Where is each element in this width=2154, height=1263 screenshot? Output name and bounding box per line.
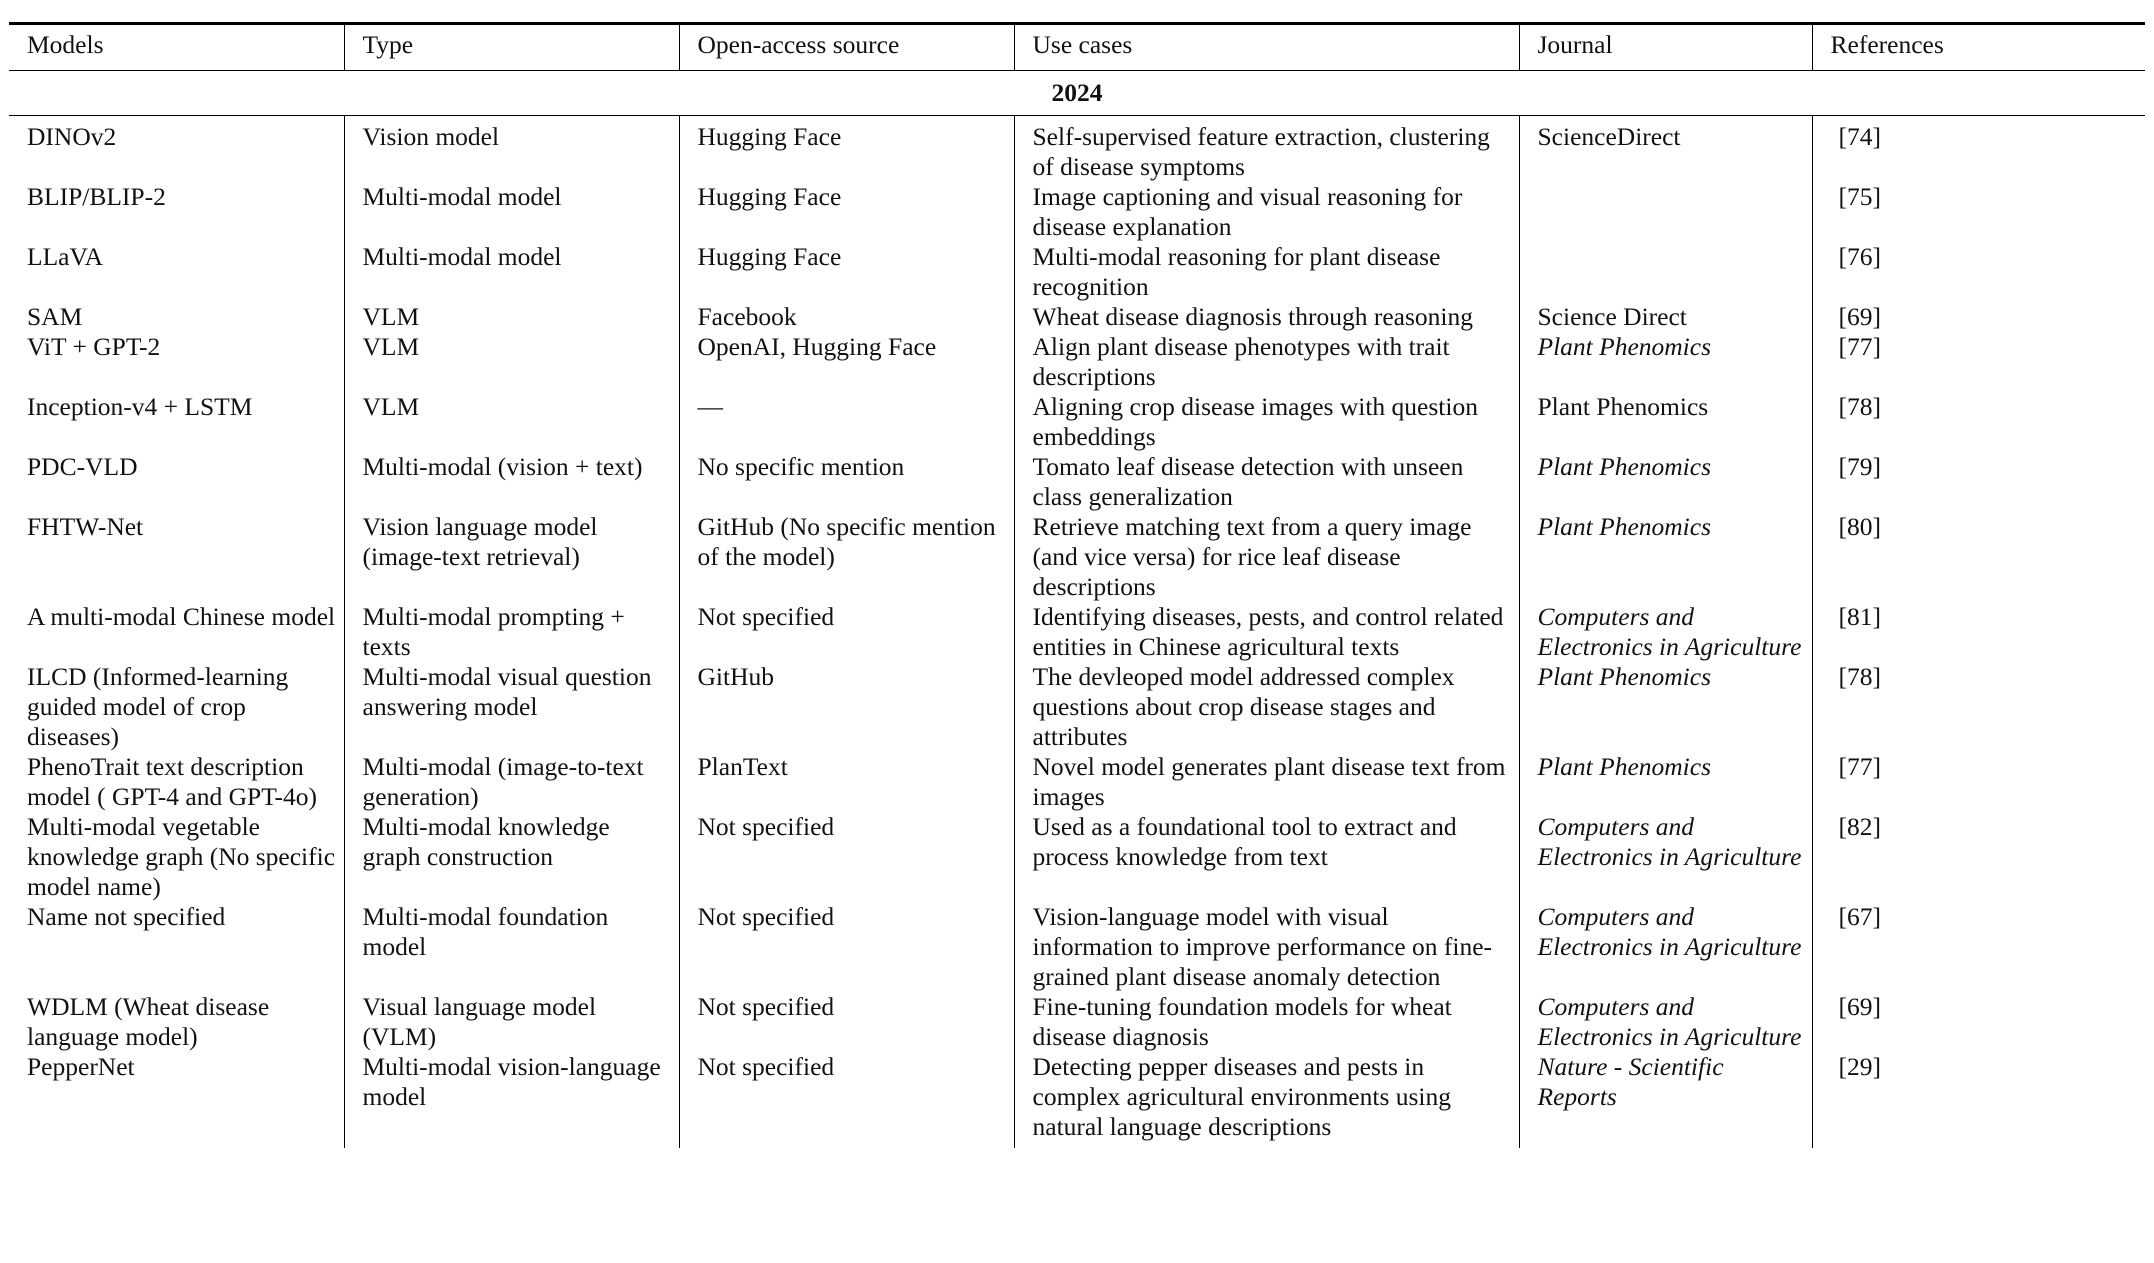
- cell-reference: [76]: [1812, 242, 2145, 302]
- cell-type: Multi-modal model: [344, 242, 679, 302]
- year-label: 2024: [9, 71, 2145, 116]
- cell-type: Visual language model (VLM): [344, 992, 679, 1052]
- cell-source: OpenAI, Hugging Face: [679, 332, 1014, 392]
- table-row: [9, 662, 2145, 752]
- cell-journal: Computers and Electronics in Agriculture: [1519, 812, 1812, 902]
- cell-reference: [77]: [1812, 752, 2145, 812]
- cell-use-case: Image captioning and visual reasoning for disease explanation: [1014, 182, 1519, 242]
- cell-source: No specific mention: [679, 452, 1014, 512]
- cell-use-case: Fine-tuning foundation models for wheat disease diagnosis: [1014, 992, 1519, 1052]
- cell-source: Not specified: [679, 1052, 1014, 1148]
- year-row: [9, 71, 2145, 116]
- cell-reference: [78]: [1812, 662, 2145, 752]
- cell-model: BLIP/BLIP-2: [27, 182, 166, 211]
- cell-source: Hugging Face: [679, 182, 1014, 242]
- cell-reference: [67]: [1812, 902, 2145, 992]
- cell-journal: Computers and Electronics in Agriculture: [1519, 992, 1812, 1052]
- cell-source: GitHub (No specific mention of the model): [679, 512, 1014, 602]
- cell-type: Multi-modal model: [344, 182, 679, 242]
- cell-model: ILCD (Informed-learning guided model of crop diseases): [27, 662, 289, 751]
- cell-reference: [79]: [1812, 452, 2145, 512]
- cell-model: Multi-modal vegetable knowledge graph (No specific model name): [27, 812, 336, 901]
- cell-type: Multi-modal (vision + text): [344, 452, 679, 512]
- cell-journal: Plant Phenomics: [1519, 512, 1812, 602]
- cell-journal: Plant Phenomics: [1519, 452, 1812, 512]
- cell-type: Multi-modal (image-to-text generation): [344, 752, 679, 812]
- cell-use-case: Self-supervised feature extraction, clustering of disease symptoms: [1014, 116, 1519, 183]
- header-type: Type: [344, 24, 679, 71]
- cell-use-case: Aligning crop disease images with question embeddings: [1014, 392, 1519, 452]
- cell-model: FHTW-Net: [27, 512, 144, 541]
- table-row: [9, 902, 2145, 992]
- cell-model: PepperNet: [27, 1052, 135, 1081]
- table-row: [9, 602, 2145, 662]
- table-row: [9, 992, 2145, 1052]
- cell-journal: ScienceDirect: [1519, 116, 1812, 183]
- header-source: Open-access source: [679, 24, 1014, 71]
- cell-use-case: Novel model generates plant disease text from images: [1014, 752, 1519, 812]
- cell-journal: Nature - Scientific Reports: [1519, 1052, 1812, 1148]
- cell-model: A multi-modal Chinese model: [27, 602, 336, 631]
- cell-use-case: Vision-language model with visual information to improve performance on fine-grained plant disease anomaly detection: [1014, 902, 1519, 992]
- header-use-cases: Use cases: [1014, 24, 1519, 71]
- cell-type: Multi-modal visual question answering model: [344, 662, 679, 752]
- cell-journal: Science Direct: [1519, 302, 1812, 332]
- cell-source: PlanText: [679, 752, 1014, 812]
- cell-reference: [80]: [1812, 512, 2145, 602]
- cell-source: —: [679, 392, 1014, 452]
- cell-source: GitHub: [679, 662, 1014, 752]
- cell-reference: [29]: [1812, 1052, 2145, 1148]
- cell-model: DINOv2: [27, 122, 117, 151]
- cell-journal: Computers and Electronics in Agriculture: [1519, 602, 1812, 662]
- cell-use-case: Used as a foundational tool to extract and process knowledge from text: [1014, 812, 1519, 902]
- cell-source: Not specified: [679, 992, 1014, 1052]
- cell-model: Name not specified: [27, 902, 226, 931]
- table-row: [9, 116, 2145, 183]
- cell-reference: [82]: [1812, 812, 2145, 902]
- table-body: [9, 116, 2145, 1149]
- cell-journal: [1519, 182, 1812, 242]
- cell-type: VLM: [344, 332, 679, 392]
- cell-use-case: Multi-modal reasoning for plant disease recognition: [1014, 242, 1519, 302]
- cell-journal: Plant Phenomics: [1519, 392, 1812, 452]
- cell-use-case: Align plant disease phenotypes with trait descriptions: [1014, 332, 1519, 392]
- cell-source: Not specified: [679, 812, 1014, 902]
- table-row: [9, 332, 2145, 392]
- cell-source: Hugging Face: [679, 116, 1014, 183]
- cell-journal: Plant Phenomics: [1519, 332, 1812, 392]
- cell-reference: [75]: [1812, 182, 2145, 242]
- cell-journal: Plant Phenomics: [1519, 752, 1812, 812]
- cell-use-case: Wheat disease diagnosis through reasoning: [1014, 302, 1519, 332]
- header-journal: Journal: [1519, 24, 1812, 71]
- models-table: [9, 22, 2145, 1148]
- cell-source: Not specified: [679, 902, 1014, 992]
- cell-use-case: Detecting pepper diseases and pests in complex agricultural environments using natural language descriptions: [1014, 1052, 1519, 1148]
- table-row: [9, 512, 2145, 602]
- cell-use-case: Identifying diseases, pests, and control related entities in Chinese agricultural texts: [1014, 602, 1519, 662]
- cell-model: ViT + GPT-2: [27, 332, 161, 361]
- cell-reference: [69]: [1812, 992, 2145, 1052]
- table-row: [9, 752, 2145, 812]
- cell-model: PhenoTrait text description model ( GPT-4 and GPT-4o): [27, 752, 317, 811]
- cell-journal: Computers and Electronics in Agriculture: [1519, 902, 1812, 992]
- header-models: Models: [27, 30, 104, 59]
- cell-journal: [1519, 242, 1812, 302]
- cell-type: Vision language model (image-text retrieval): [344, 512, 679, 602]
- header-row: [9, 24, 2145, 71]
- cell-source: Facebook: [679, 302, 1014, 332]
- cell-type: VLM: [344, 302, 679, 332]
- table-row: [9, 302, 2145, 332]
- cell-use-case: Tomato leaf disease detection with unseen class generalization: [1014, 452, 1519, 512]
- cell-reference: [81]: [1812, 602, 2145, 662]
- header-references: References: [1812, 24, 2145, 71]
- cell-type: Multi-modal vision-language model: [344, 1052, 679, 1148]
- cell-type: Multi-modal knowledge graph construction: [344, 812, 679, 902]
- cell-model: WDLM (Wheat disease language model): [27, 992, 270, 1051]
- cell-model: SAM: [27, 302, 83, 331]
- cell-type: Multi-modal prompting + texts: [344, 602, 679, 662]
- cell-type: Vision model: [344, 116, 679, 183]
- cell-type: VLM: [344, 392, 679, 452]
- cell-source: Hugging Face: [679, 242, 1014, 302]
- cell-model: LLaVA: [27, 242, 104, 271]
- table-row: [9, 452, 2145, 512]
- cell-reference: [78]: [1812, 392, 2145, 452]
- table-row: [9, 812, 2145, 902]
- cell-use-case: Retrieve matching text from a query image (and vice versa) for rice leaf disease descriptions: [1014, 512, 1519, 602]
- table-row: [9, 182, 2145, 242]
- cell-reference: [74]: [1812, 116, 2145, 183]
- cell-reference: [77]: [1812, 332, 2145, 392]
- cell-model: Inception-v4 + LSTM: [27, 392, 253, 421]
- cell-journal: Plant Phenomics: [1519, 662, 1812, 752]
- table-row: [9, 1052, 2145, 1148]
- cell-model: PDC-VLD: [27, 452, 138, 481]
- cell-type: Multi-modal foundation model: [344, 902, 679, 992]
- table-row: [9, 242, 2145, 302]
- cell-source: Not specified: [679, 602, 1014, 662]
- table-row: [9, 392, 2145, 452]
- cell-reference: [69]: [1812, 302, 2145, 332]
- cell-use-case: The devleoped model addressed complex questions about crop disease stages and attributes: [1014, 662, 1519, 752]
